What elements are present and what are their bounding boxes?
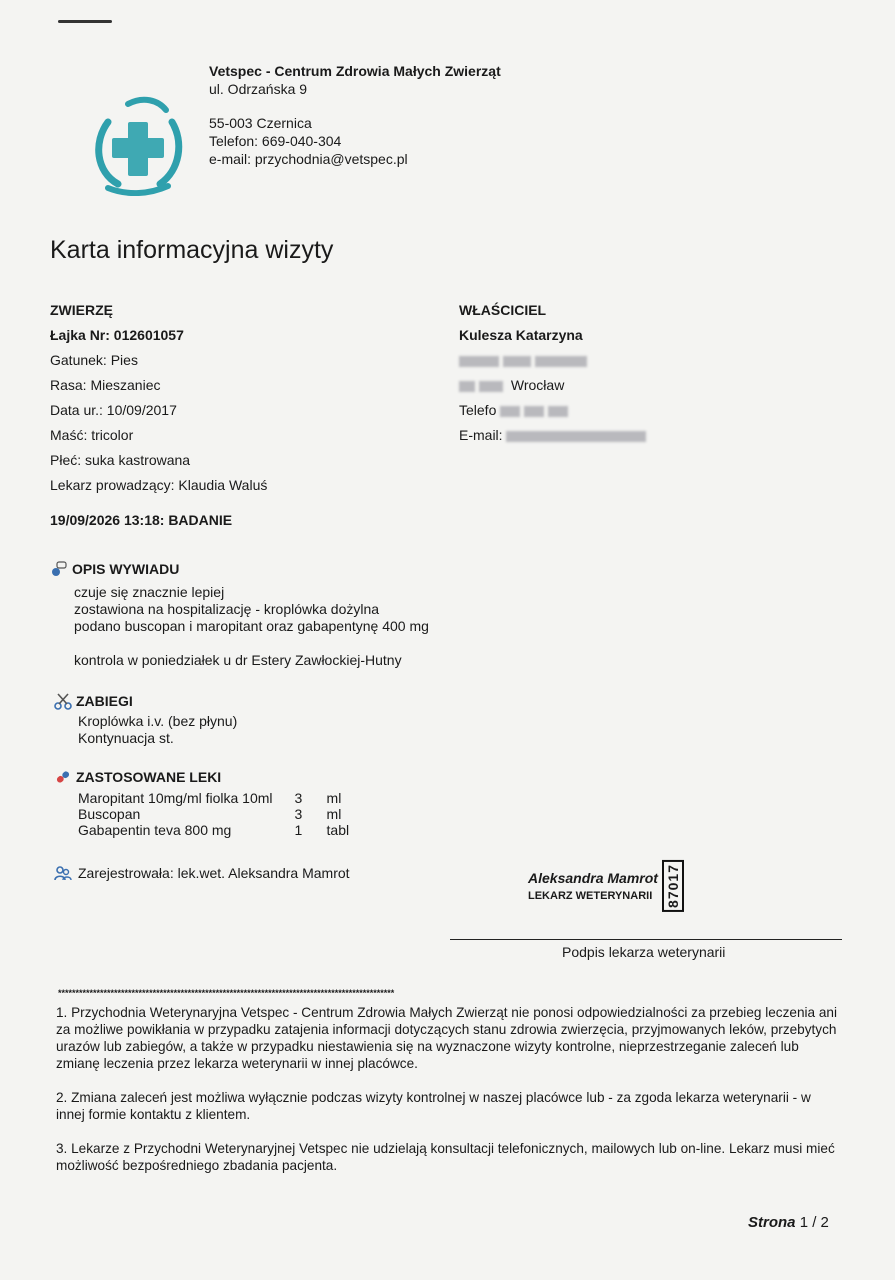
registered-text: Zarejestrowała: lek.wet. Aleksandra Mamrot [78, 865, 350, 881]
visit-heading: 19/09/2026 13:18: BADANIE [50, 512, 233, 528]
history-line: podano buscopan i maropitant oraz gabapentynę 400 mg [74, 618, 429, 634]
users-icon [54, 864, 72, 882]
animal-breed: Rasa: Mieszaniec [50, 377, 161, 393]
stamp-number: 87017 [662, 860, 684, 912]
top-mark [58, 20, 112, 23]
med-name: Maropitant 10mg/ml fiolka 10ml [78, 790, 273, 806]
page-current: 1 [799, 1214, 809, 1231]
owner-city: Wrocław [510, 377, 565, 393]
stamp-name: Aleksandra Mamrot [528, 869, 658, 886]
med-name: Gabapentin teva 800 mg [78, 822, 232, 838]
med-qty: 3 [294, 806, 303, 822]
meds-table [78, 790, 349, 838]
owner-email-line [459, 423, 650, 448]
note-paragraph: 1. Przychodnia Weterynaryjna Vetspec - Centrum Zdrowia Małych Zwierząt nie ponosi odpowiedzialności za przebieg leczenia ani za możliwe powikłania w przypadku zatajenia informacji dotyczących stanu zdrowia zwierzęcia, przyjmowanych leków, przebytych urazów lub zabiegów, a także w przypadku niestawienia się na wyznaczone wizyty kontrolne, nieprzestrzeganie zaleceń lub zmianę leczenia przez lekarza weterynarii w innej placówce. [56, 1005, 838, 1071]
clinic-phone: Telefon: 669-040-304 [209, 133, 342, 149]
clinic-street: ul. Odrzańska 9 [209, 81, 308, 97]
procedures-header: ZABIEGI [76, 692, 133, 709]
history-line [74, 635, 429, 652]
note-paragraph: 2. Zmiana zaleceń jest możliwa wyłącznie podczas wizyty kontrolnej w naszej placówce lub - za zgoda lekarza weterynarii - w innej formie kontaktu z klientem. [56, 1090, 811, 1122]
signature-line [450, 939, 842, 940]
clinic-name: Vetspec - Centrum Zdrowia Małych Zwierząt [209, 63, 501, 79]
animal-header: ZWIERZĘ [50, 302, 113, 318]
owner-section [459, 298, 650, 448]
med-qty: 1 [294, 822, 303, 838]
history-section [50, 560, 429, 669]
med-unit: ml [326, 806, 342, 822]
table-row [78, 790, 349, 806]
animal-section [50, 298, 267, 498]
meds-header: ZASTOSOWANE LEKI [76, 768, 222, 785]
history-line: kontrola w poniedziałek u dr Estery Zawłockiej-Hutny [74, 652, 402, 668]
page-total: / 2 [812, 1214, 829, 1231]
procedure-line: Kroplówka i.v. (bez płynu) [78, 713, 238, 729]
clinic-logo-icon [88, 92, 188, 196]
med-name: Buscopan [78, 806, 141, 822]
owner-name: Kulesza Katarzyna [459, 327, 583, 343]
med-unit: tabl [326, 822, 350, 838]
procedure-line: Kontynuacja st. [78, 730, 174, 746]
registered-by [54, 864, 350, 882]
signature-label: Podpis lekarza weterynarii [562, 944, 726, 960]
animal-dob: Data ur.: 10/09/2017 [50, 402, 177, 418]
med-qty: 3 [294, 790, 303, 806]
document-title: Karta informacyjna wizyty [50, 236, 334, 264]
owner-phone-label: Telefo [459, 402, 497, 418]
table-row [78, 806, 349, 822]
page-label: Strona [748, 1214, 796, 1231]
table-row [78, 822, 349, 838]
animal-species: Gatunek: Pies [50, 352, 138, 368]
animal-name: Łajka Nr: 012601057 [50, 327, 184, 343]
doctor-stamp [528, 860, 684, 912]
clinic-email: e-mail: przychodnia@vetspec.pl [209, 151, 408, 167]
animal-sex: Płeć: suka kastrowana [50, 452, 191, 468]
owner-phone-line [459, 398, 650, 423]
animal-color: Maść: tricolor [50, 427, 134, 443]
clinic-postal: 55-003 Czernica [209, 115, 312, 131]
owner-city-line [459, 373, 650, 398]
pill-icon [54, 768, 72, 786]
notes-section [56, 1004, 841, 1191]
animal-doctor: Lekarz prowadzący: Klaudia Waluś [50, 477, 268, 493]
scissors-icon [54, 692, 72, 710]
stamp-role: LEKARZ WETERYNARII [528, 889, 653, 902]
history-line: czuje się znacznie lepiej [74, 584, 225, 600]
owner-header: WŁAŚCICIEL [459, 302, 547, 318]
owner-email-label: E-mail: [459, 427, 503, 443]
procedures-section [54, 692, 237, 747]
med-unit: ml [326, 790, 342, 806]
owner-street-redacted [459, 348, 650, 373]
history-line: zostawiona na hospitalizację - kroplówka dożylna [74, 601, 380, 617]
history-header: OPIS WYWIADU [72, 560, 180, 577]
meds-section [54, 768, 349, 838]
speech-bubble-icon [50, 560, 68, 578]
clinic-header [209, 62, 501, 168]
page-number [748, 1214, 829, 1231]
separator: ************************************************************************************************ [58, 988, 395, 998]
note-paragraph: 3. Lekarze z Przychodni Weterynaryjnej Vetspec nie udzielają konsultacji telefonicznych, mailowych lub on-line. Lekarz musi mieć możliwość bezpośredniego zbadania pacjenta. [56, 1141, 835, 1173]
